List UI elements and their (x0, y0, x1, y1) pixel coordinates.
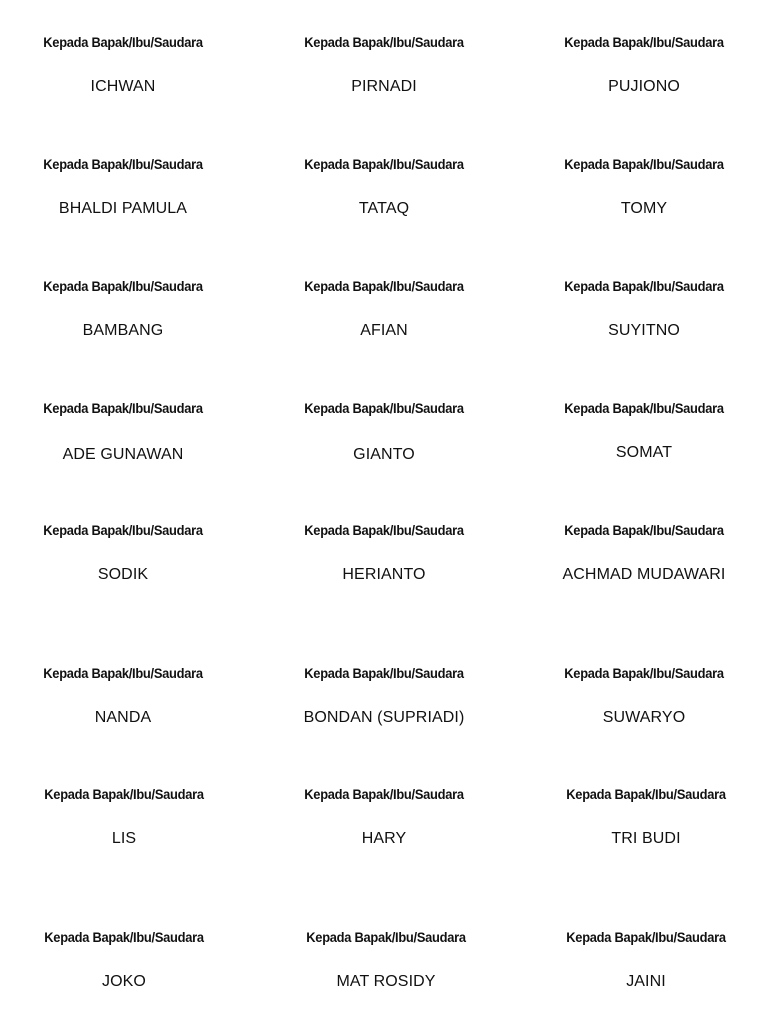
recipient-name: BHALDI PAMULA (58, 200, 188, 217)
recipient-name: LIS (111, 830, 137, 847)
salutation-text: Kepada Bapak/Ibu/Saudara (43, 278, 203, 294)
recipient-name: AFIAN (360, 322, 408, 339)
salutation-text: Kepada Bapak/Ibu/Saudara (304, 786, 464, 802)
salutation-text: Kepada Bapak/Ibu/Saudara (304, 278, 464, 294)
recipient-name: PIRNADI (351, 78, 417, 95)
address-label (516, 521, 768, 585)
salutation-text: Kepada Bapak/Ibu/Saudara (564, 34, 724, 50)
address-label (0, 277, 251, 341)
address-label (256, 664, 512, 728)
recipient-name: BAMBANG (82, 322, 164, 339)
recipient-name: GIANTO (353, 446, 415, 463)
address-label (256, 33, 512, 97)
label-row (0, 33, 768, 113)
label-row (0, 785, 768, 865)
salutation-text: Kepada Bapak/Ibu/Saudara (564, 156, 724, 172)
address-label (518, 928, 768, 992)
recipient-name: TRI BUDI (611, 830, 681, 847)
recipient-name: TATAQ (358, 200, 410, 217)
address-label (0, 33, 251, 97)
address-label (0, 155, 251, 219)
label-row (0, 928, 768, 1008)
salutation-text: Kepada Bapak/Ibu/Saudara (43, 156, 203, 172)
address-label (0, 521, 251, 585)
salutation-text: Kepada Bapak/Ibu/Saudara (304, 665, 464, 681)
salutation-text: Kepada Bapak/Ibu/Saudara (304, 400, 464, 416)
salutation-text: Kepada Bapak/Ibu/Saudara (566, 786, 726, 802)
address-label (0, 928, 252, 992)
salutation-text: Kepada Bapak/Ibu/Saudara (564, 665, 724, 681)
recipient-name: ADE GUNAWAN (62, 446, 184, 463)
salutation-text: Kepada Bapak/Ibu/Saudara (564, 522, 724, 538)
address-label (256, 155, 512, 219)
recipient-name: SUYITNO (608, 322, 680, 339)
recipient-name: SODIK (97, 566, 149, 583)
recipient-name: HARY (361, 830, 407, 847)
label-row (0, 521, 768, 601)
address-label (0, 664, 251, 728)
salutation-text: Kepada Bapak/Ibu/Saudara (304, 522, 464, 538)
address-label (256, 785, 512, 849)
address-label (516, 155, 768, 219)
salutation-text: Kepada Bapak/Ibu/Saudara (304, 34, 464, 50)
address-label (256, 277, 512, 341)
recipient-name: JAINI (626, 973, 666, 990)
recipient-name: SOMAT (615, 444, 673, 461)
recipient-name: TOMY (620, 200, 668, 217)
address-label (516, 399, 768, 463)
recipient-name: JOKO (102, 973, 146, 990)
salutation-text: Kepada Bapak/Ibu/Saudara (43, 665, 203, 681)
salutation-text: Kepada Bapak/Ibu/Saudara (43, 34, 203, 50)
address-label (0, 399, 251, 465)
salutation-text: Kepada Bapak/Ibu/Saudara (304, 156, 464, 172)
recipient-name: ICHWAN (90, 78, 156, 95)
recipient-name: MAT ROSIDY (336, 973, 436, 990)
salutation-text: Kepada Bapak/Ibu/Saudara (564, 400, 724, 416)
salutation-text: Kepada Bapak/Ibu/Saudara (566, 929, 726, 945)
recipient-name: SUWARYO (602, 709, 686, 726)
address-label (0, 785, 252, 849)
recipient-name: HERIANTO (342, 566, 426, 583)
salutation-text: Kepada Bapak/Ibu/Saudara (44, 929, 204, 945)
salutation-text: Kepada Bapak/Ibu/Saudara (44, 786, 204, 802)
label-row (0, 155, 768, 235)
salutation-text: Kepada Bapak/Ibu/Saudara (43, 522, 203, 538)
address-label (518, 785, 768, 849)
recipient-name: NANDA (94, 709, 152, 726)
recipient-name: PUJIONO (608, 78, 680, 95)
label-row (0, 399, 768, 479)
salutation-text: Kepada Bapak/Ibu/Saudara (306, 929, 466, 945)
label-row (0, 664, 768, 744)
address-label (258, 928, 514, 992)
address-label (516, 664, 768, 728)
address-label (256, 399, 512, 465)
address-label (256, 521, 512, 585)
address-label (516, 33, 768, 97)
salutation-text: Kepada Bapak/Ibu/Saudara (564, 278, 724, 294)
salutation-text: Kepada Bapak/Ibu/Saudara (43, 400, 203, 416)
address-label (516, 277, 768, 341)
label-row (0, 277, 768, 357)
recipient-name: BONDAN (SUPRIADI) (303, 709, 465, 726)
recipient-name: ACHMAD MUDAWARI (562, 566, 726, 583)
